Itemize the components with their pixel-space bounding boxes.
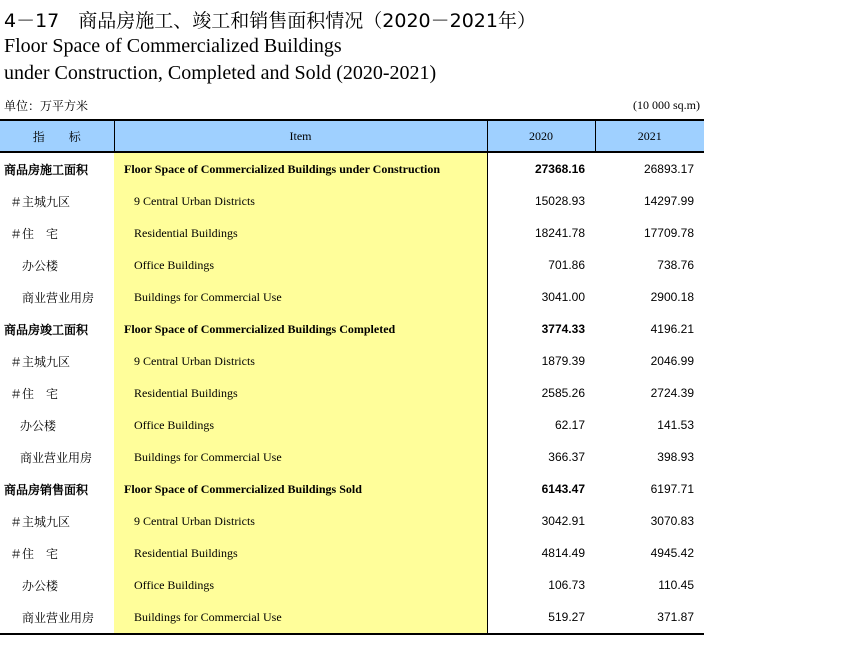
value-2020: 4814.49: [541, 546, 585, 560]
value-2021: 26893.17: [643, 162, 694, 176]
row-label-cn: ＃主城九区: [10, 354, 71, 369]
value-2020: 366.37: [548, 450, 585, 464]
table-row: [0, 409, 704, 441]
unit-label-cn: 单位：万平方米: [4, 99, 89, 113]
row-label-en: Residential Buildings: [114, 217, 487, 249]
value-2021: 4945.42: [650, 546, 694, 560]
value-2021: 3070.83: [650, 514, 694, 528]
value-2020: 3774.33: [541, 322, 585, 336]
row-label-en: 9 Central Urban Districts: [114, 345, 487, 377]
table-row: [0, 441, 704, 473]
table-row: [0, 505, 704, 537]
header-year-2020: 2020: [487, 120, 595, 152]
row-label-en: Residential Buildings: [114, 537, 487, 569]
value-2021: 14297.99: [643, 194, 694, 208]
row-label-en: Buildings for Commercial Use: [114, 441, 487, 473]
value-2021: 371.87: [595, 601, 704, 634]
row-label-cn: ＃主城九区: [10, 194, 71, 209]
table-title-en-line2: under Construction, Completed and Sold (2020-2021): [4, 62, 437, 84]
row-label-cn: 商业营业用房: [20, 450, 93, 465]
row-label-cn: ＃住 宅: [10, 226, 59, 241]
table-row: [0, 473, 704, 505]
row-label-en: Floor Space of Commercialized Buildings under Construction: [114, 152, 487, 185]
row-label-cn: 办公楼: [20, 418, 57, 433]
value-2021: 398.93: [657, 450, 694, 464]
table-row: [0, 345, 704, 377]
row-label-cn: 办公楼: [22, 578, 59, 593]
row-label-cn: ＃主城九区: [10, 514, 71, 529]
row-label-en: Floor Space of Commercialized Buildings Sold: [114, 473, 487, 505]
unit-label-en: (10 000 sq.m): [633, 98, 700, 112]
row-label-cn: 商品房施工面积: [4, 162, 89, 177]
table-header-row: [0, 120, 704, 152]
value-2021: 110.45: [658, 578, 694, 592]
table-row: [0, 152, 704, 185]
value-2020: 6143.47: [541, 482, 585, 496]
value-2021: 2900.18: [650, 290, 694, 304]
value-2020: 701.86: [548, 258, 585, 272]
row-label-cn: 商业营业用房: [22, 290, 95, 305]
data-table: [0, 119, 704, 635]
table-row: [0, 185, 704, 217]
value-2020: 1879.39: [541, 354, 585, 368]
row-label-en: Buildings for Commercial Use: [114, 601, 487, 634]
value-2021: 2046.99: [650, 354, 694, 368]
value-2020: 62.17: [554, 418, 585, 432]
table-row: [0, 217, 704, 249]
header-item: Item: [114, 120, 487, 152]
row-label-cn: 商业营业用房: [0, 601, 114, 634]
value-2020: 3042.91: [541, 514, 585, 528]
value-2020: 27368.16: [534, 162, 585, 176]
table-title-en-line1: Floor Space of Commercialized Buildings: [4, 35, 342, 57]
row-label-cn: 办公楼: [22, 258, 59, 273]
value-2020: 106.73: [548, 578, 585, 592]
row-label-cn: ＃住 宅: [10, 386, 59, 401]
row-label-cn: 商品房销售面积: [4, 482, 89, 497]
value-2021: 4196.21: [650, 322, 694, 336]
table-row: [0, 569, 704, 601]
row-label-en: 9 Central Urban Districts: [114, 185, 487, 217]
row-label-en: 9 Central Urban Districts: [114, 505, 487, 537]
row-label-cn: 商品房竣工面积: [4, 322, 89, 337]
table-row: [0, 249, 704, 281]
table-row: [0, 313, 704, 345]
row-label-en: Office Buildings: [114, 569, 487, 601]
table-row: [0, 601, 704, 634]
value-2021: 17709.78: [643, 226, 694, 240]
row-label-en: Office Buildings: [114, 249, 487, 281]
value-2021: 2724.39: [650, 386, 694, 400]
value-2020: 3041.00: [541, 290, 585, 304]
row-label-en: Office Buildings: [114, 409, 487, 441]
table-row: [0, 537, 704, 569]
value-2020: 519.27: [487, 601, 595, 634]
header-year-2021: 2021: [595, 120, 704, 152]
row-label-en: Floor Space of Commercialized Buildings Completed: [114, 313, 487, 345]
header-indicator: 指 标: [0, 120, 114, 152]
value-2021: 141.53: [657, 418, 694, 432]
value-2021: 6197.71: [650, 482, 694, 496]
table-row: [0, 377, 704, 409]
value-2020: 2585.26: [541, 386, 585, 400]
value-2020: 18241.78: [534, 226, 585, 240]
value-2020: 15028.93: [534, 194, 585, 208]
row-label-en: Buildings for Commercial Use: [114, 281, 487, 313]
value-2021: 738.76: [657, 258, 694, 272]
row-label-cn: ＃住 宅: [10, 546, 59, 561]
table-title-cn: 4－17 商品房施工、竣工和销售面积情况（2020－2021年）: [4, 10, 536, 32]
table-row: [0, 281, 704, 313]
row-label-en: Residential Buildings: [114, 377, 487, 409]
